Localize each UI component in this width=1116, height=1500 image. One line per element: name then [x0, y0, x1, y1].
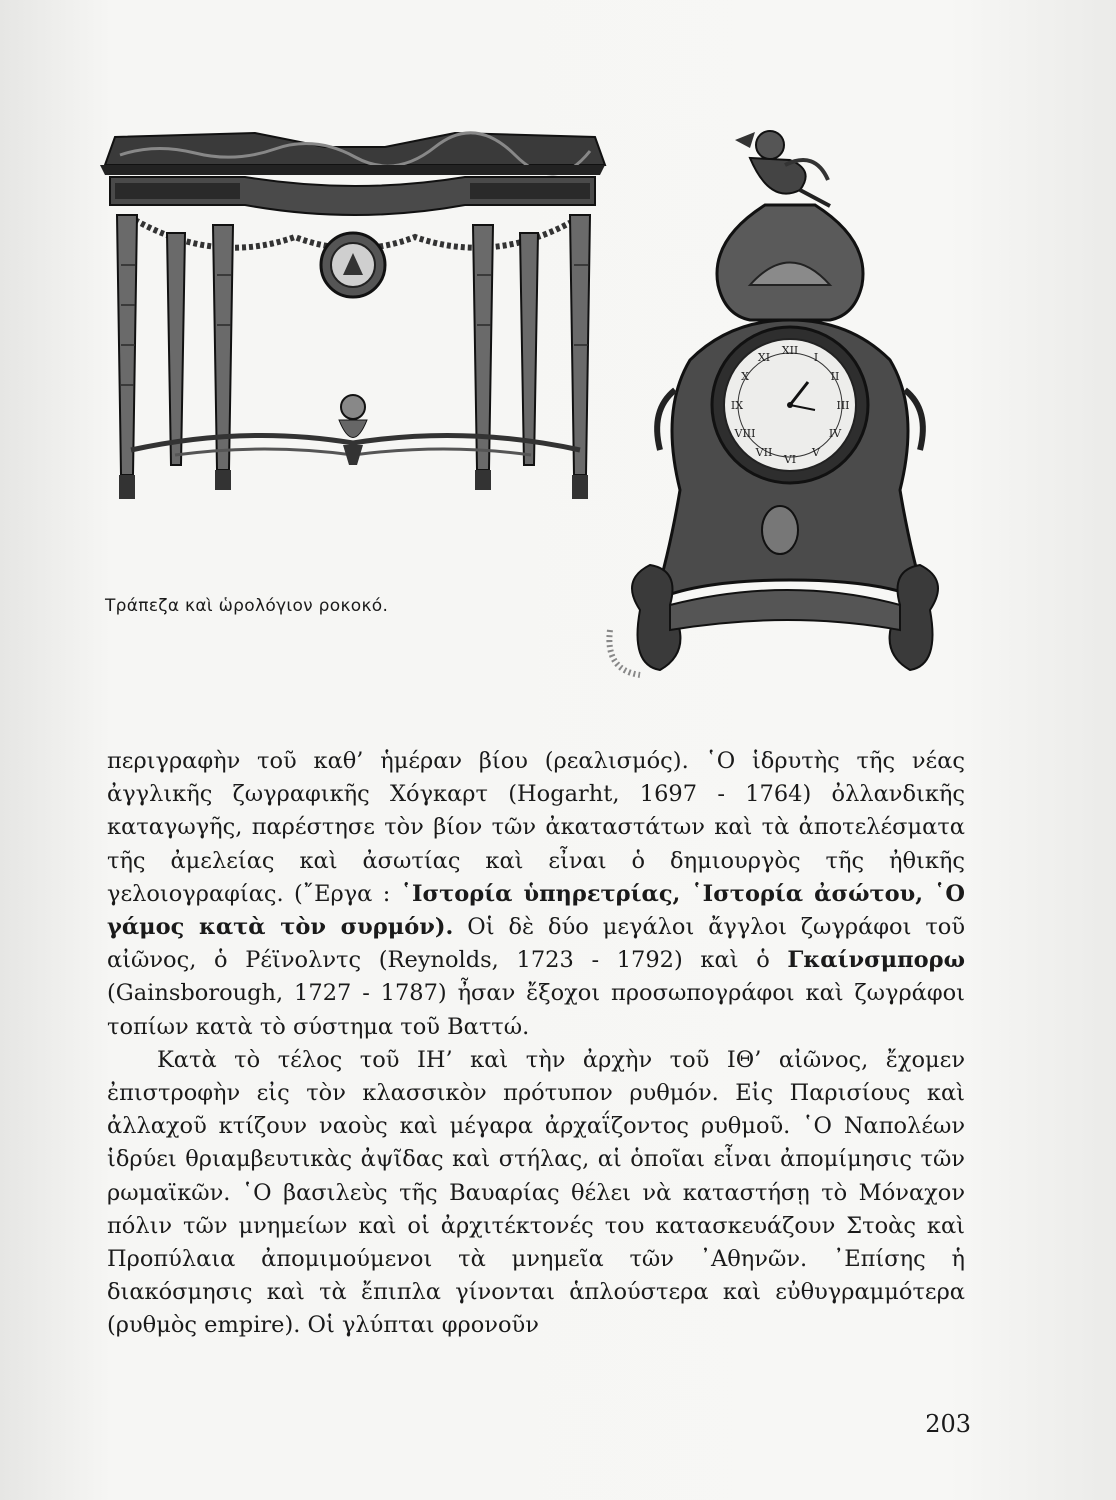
paragraph-1-text-a: περιγραφὴν τοῦ καθ’ ἡμέραν βίου (ρεαλισμός). ῾Ο ἱδρυτὴς τῆς νέας ἀγγλικῆς ζωγραφικῆς Χόγκαρτ (Hogarht, 1697 - 1764) ὀλλανδικῆς καταγωγῆς, παρέστησε τὸν βίον τῶν ἀκαταστάτων καὶ τὰ ἀποτελέσματα τῆς ἀμελείας καὶ ἀσωτίας καὶ εἶναι ὁ δημιουργὸς τῆς ἠθικῆς γελοιογραφίας. (῎Εργα :	[107, 748, 965, 907]
svg-text:VI: VI	[783, 453, 797, 466]
svg-text:IX: IX	[730, 399, 744, 412]
paragraph-1	[107, 745, 965, 1044]
svg-text:VII: VII	[755, 446, 773, 459]
svg-text:IV: IV	[828, 427, 842, 440]
rococo-table-illustration	[95, 125, 610, 510]
rococo-clock-illustration	[600, 110, 970, 685]
svg-text:V: V	[812, 446, 820, 459]
page-number: 203	[925, 1410, 971, 1438]
paragraph-1-text-c: Οἱ δὲ δύο μεγάλοι ἄγγλοι ζωγράφοι τοῦ αἰῶνος, ὁ Ρέϊνολντς (Reynolds, 1723 - 1792) καὶ ὁ	[107, 914, 966, 974]
body-text	[107, 745, 965, 1343]
figure-caption: Τράπεζα καὶ ὡρολόγιον ροκοκό.	[105, 596, 389, 616]
svg-text:XII: XII	[781, 344, 799, 357]
paragraph-2: Κατὰ τὸ τέλος τοῦ ΙΗ’ καὶ τὴν ἀρχὴν τοῦ ΙΘ’ αἰῶνος, ἔχομεν ἐπιστροφὴν εἰς τὸν κλασσικὸν πρότυπον ρυθμόν. Εἰς Παρισίους καὶ ἀλλαχοῦ κτίζουν ναοὺς καὶ μέγαρα ἀρχαΐζοντος ρυθμοῦ. ῾Ο Ναπολέων ἱδρύει θριαμβευτικὰς ἀψῖδας καὶ στήλας, αἱ ὁποῖαι εἶναι ἀπομίμησις τῶν ρωμαϊκῶν. ῾Ο βασιλεὺς τῆς Βαυαρίας θέλει νὰ καταστήσῃ τὸ Μόναχον πόλιν τῶν μνημείων καὶ οἱ ἀρχιτέκτονές του κατασκευάζουν Στοὰς καὶ Προπύλαια ἀπομιμούμενοι τὰ μνημεῖα τῶν ᾿Αθηνῶν. ᾿Επίσης ἡ διακόσμησις καὶ τὰ ἔπιπλα γίνονται ἁπλούστερα καὶ εὐθυγραμμότερα (ρυθμὸς empire). Οἱ γλύπται φρονοῦν	[107, 1046, 965, 1339]
svg-text:VIII: VIII	[734, 427, 756, 440]
svg-text:I: I	[813, 351, 819, 364]
svg-text:III: III	[836, 399, 850, 412]
gainsborough-bold: Γκαίνσμπορω	[787, 947, 965, 974]
svg-text:X: X	[741, 370, 749, 383]
svg-text:XI: XI	[757, 351, 771, 364]
works-titles-bold: ῾Ιστορία ὑπηρετρίας, ῾Ιστορία ἀσώτου, ῾Ο γάμος κατὰ τὸν συρμόν).	[107, 880, 966, 941]
paragraph-1-text-e: (Gainsborough, 1727 - 1787) ἦσαν ἔξοχοι προσωπογράφοι καὶ ζωγράφοι τοπίων κατὰ τὸ σύστημα τοῦ Βαττώ.	[107, 980, 965, 1040]
svg-text:II: II	[830, 370, 840, 383]
